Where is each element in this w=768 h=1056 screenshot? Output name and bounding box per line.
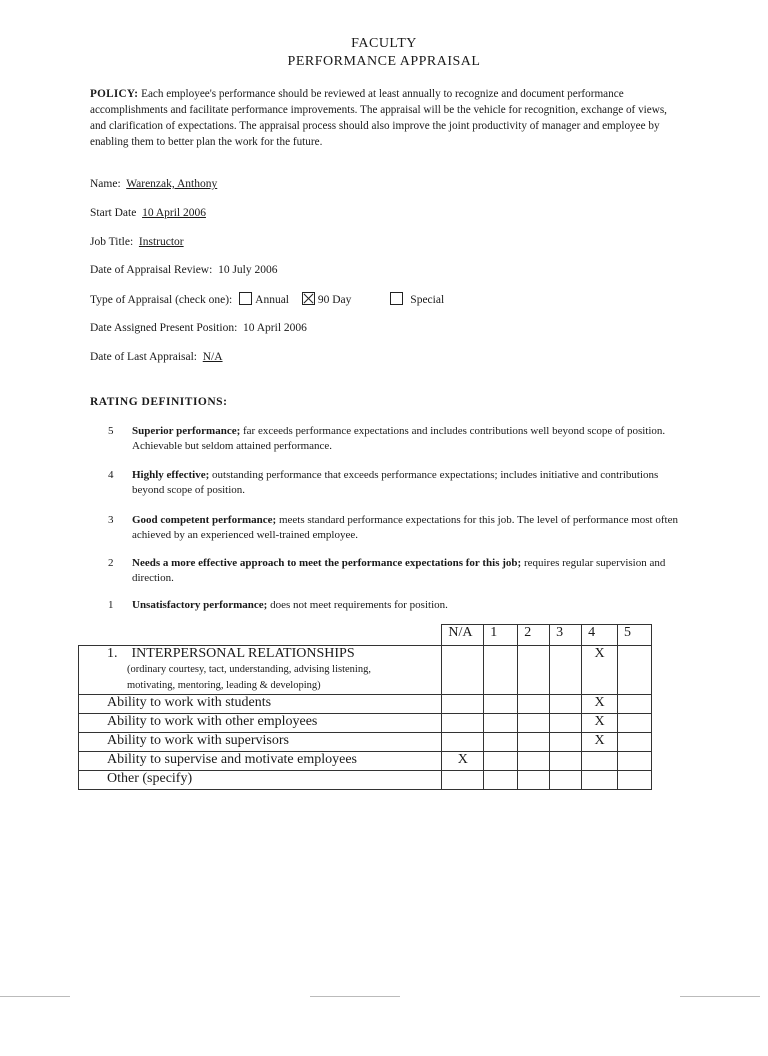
assigned-date-field [90, 322, 307, 334]
table-row [79, 752, 652, 771]
section-subtext-2: motivating, mentoring, leading & developing) [127, 680, 321, 691]
special-checkbox[interactable] [390, 292, 403, 305]
criterion-label: Other (specify) [79, 771, 442, 790]
assigned-date-label: Date Assigned Present Position: [90, 322, 238, 334]
annual-checkbox[interactable] [239, 292, 252, 305]
name-label: Name: [90, 178, 121, 190]
rating-cell[interactable] [518, 646, 550, 695]
rating-number: 2 [108, 557, 114, 569]
rating-description: requires regular supervision and direction. [132, 557, 666, 584]
rating-cell[interactable] [550, 771, 582, 790]
rating-cell[interactable] [442, 771, 484, 790]
rating-definition-4 [108, 468, 678, 498]
rating-title: Superior performance; [132, 425, 241, 437]
page-edge-line-right [680, 996, 760, 997]
rating-cell[interactable] [550, 752, 582, 771]
job-title-label: Job Title: [90, 236, 134, 248]
start-date-value: 10 April 2006 [142, 207, 206, 219]
assigned-date-value: 10 April 2006 [243, 322, 307, 334]
rating-number: 5 [108, 425, 114, 437]
rating-cell[interactable]: X [582, 714, 618, 733]
last-appraisal-value: N/A [202, 351, 223, 363]
table-header-row [79, 625, 652, 646]
rating-cell[interactable]: X [442, 752, 484, 771]
rating-cell[interactable] [582, 771, 618, 790]
review-date-field [90, 264, 277, 276]
rating-cell[interactable] [618, 752, 652, 771]
page-edge-line-left [0, 996, 70, 997]
job-title-field [90, 236, 184, 248]
rating-cell[interactable] [442, 714, 484, 733]
job-title-value: Instructor [138, 236, 184, 248]
rating-description: does not meet requirements for position. [270, 599, 448, 611]
rating-cell[interactable] [518, 771, 550, 790]
rating-cell[interactable] [442, 646, 484, 695]
rating-cell[interactable] [582, 752, 618, 771]
section-subtext-1: (ordinary courtesy, tact, understanding, advising listening, [127, 664, 371, 675]
ninety-day-checkbox[interactable] [302, 292, 315, 305]
policy-text: Each employee's performance should be reviewed at least annually to recognize and document performance accomplishments and facilitate performance improvements. The appraisal will be the vehicle for recognition, exchange of views, and clarification of expectations. The appraisal process should also improve the joint productivity of manager and employee by enabling them to better plan the work for the future. [90, 88, 667, 148]
last-appraisal-field [90, 351, 223, 363]
rating-cell[interactable] [484, 646, 518, 695]
annual-label: Annual [255, 294, 289, 306]
form-title-line2: PERFORMANCE APPRAISAL [287, 54, 481, 69]
column-header: 4 [582, 625, 618, 646]
review-date-value: 10 July 2006 [218, 264, 278, 276]
column-header: 2 [518, 625, 550, 646]
rating-cell[interactable] [618, 714, 652, 733]
criterion-label: Ability to supervise and motivate employees [79, 752, 442, 771]
last-appraisal-label: Date of Last Appraisal: [90, 351, 197, 363]
name-value: Warenzak, Anthony [126, 178, 218, 190]
rating-definition-3 [108, 513, 678, 543]
rating-table [78, 624, 652, 790]
rating-cell[interactable] [484, 695, 518, 714]
section-cell [79, 646, 442, 695]
column-header: 5 [618, 625, 652, 646]
table-row [79, 771, 652, 790]
table-row [79, 733, 652, 752]
policy-label: POLICY: [90, 88, 139, 100]
rating-title: Highly effective; [132, 469, 210, 481]
criterion-label: Ability to work with supervisors [79, 733, 442, 752]
rating-cell[interactable] [518, 714, 550, 733]
rating-number: 1 [108, 599, 114, 611]
header-blank-cell [79, 625, 442, 646]
rating-title: Unsatisfactory performance; [132, 599, 268, 611]
rating-title: Needs a more effective approach to meet the performance expectations for this job; [132, 557, 522, 569]
rating-cell[interactable]: X [582, 733, 618, 752]
form-title-line1: FACULTY [351, 36, 417, 51]
rating-cell[interactable] [518, 752, 550, 771]
rating-definitions-heading: RATING DEFINITIONS: [90, 396, 228, 408]
rating-definition-2 [108, 556, 678, 586]
section-title: INTERPERSONAL RELATIONSHIPS [131, 646, 355, 661]
page-edge-line-center [310, 996, 400, 997]
rating-cell[interactable] [442, 733, 484, 752]
column-header: 1 [484, 625, 518, 646]
rating-cell[interactable] [550, 646, 582, 695]
special-label: Special [410, 294, 445, 306]
rating-cell[interactable]: X [582, 646, 618, 695]
policy-paragraph [90, 86, 680, 150]
rating-cell[interactable] [550, 695, 582, 714]
rating-cell[interactable] [550, 733, 582, 752]
start-date-field [90, 207, 206, 219]
rating-definition-5 [108, 424, 678, 454]
rating-cell[interactable] [484, 714, 518, 733]
appraisal-type-field [90, 292, 444, 306]
rating-cell[interactable] [484, 733, 518, 752]
table-row [79, 695, 652, 714]
criterion-label: Ability to work with students [79, 695, 442, 714]
rating-cell[interactable] [550, 714, 582, 733]
rating-definition-1 [108, 598, 678, 613]
rating-cell[interactable] [618, 771, 652, 790]
column-header: N/A [442, 625, 484, 646]
table-row [79, 714, 652, 733]
section-row [79, 646, 652, 695]
rating-cell[interactable] [618, 695, 652, 714]
column-header: 3 [550, 625, 582, 646]
criterion-label: Ability to work with other employees [79, 714, 442, 733]
rating-cell[interactable] [618, 733, 652, 752]
name-field [90, 178, 217, 190]
rating-cell[interactable] [442, 695, 484, 714]
rating-number: 3 [108, 514, 114, 526]
rating-description: far exceeds performance expectations and includes contributions well beyond scope of position. Achievable but seldom attained performance. [132, 425, 666, 452]
rating-cell[interactable] [484, 752, 518, 771]
rating-description: outstanding performance that exceeds performance expectations; includes initiative and contributions beyond scope of position. [132, 469, 659, 496]
rating-number: 4 [108, 469, 114, 481]
rating-cell[interactable] [618, 646, 652, 695]
review-date-label: Date of Appraisal Review: [90, 264, 213, 276]
rating-cell[interactable] [518, 733, 550, 752]
start-date-label: Start Date [90, 207, 137, 219]
section-number: 1. [107, 646, 118, 661]
appraisal-type-label: Type of Appraisal (check one): [90, 294, 233, 306]
rating-cell[interactable] [484, 771, 518, 790]
ninety-day-label: 90 Day [317, 294, 352, 306]
rating-title: Good competent performance; [132, 514, 277, 526]
rating-cell[interactable]: X [582, 695, 618, 714]
rating-cell[interactable] [518, 695, 550, 714]
rating-description: meets standard performance expectations for this job. The level of performance most often achieved by an experienced well-trained employee. [132, 514, 678, 541]
